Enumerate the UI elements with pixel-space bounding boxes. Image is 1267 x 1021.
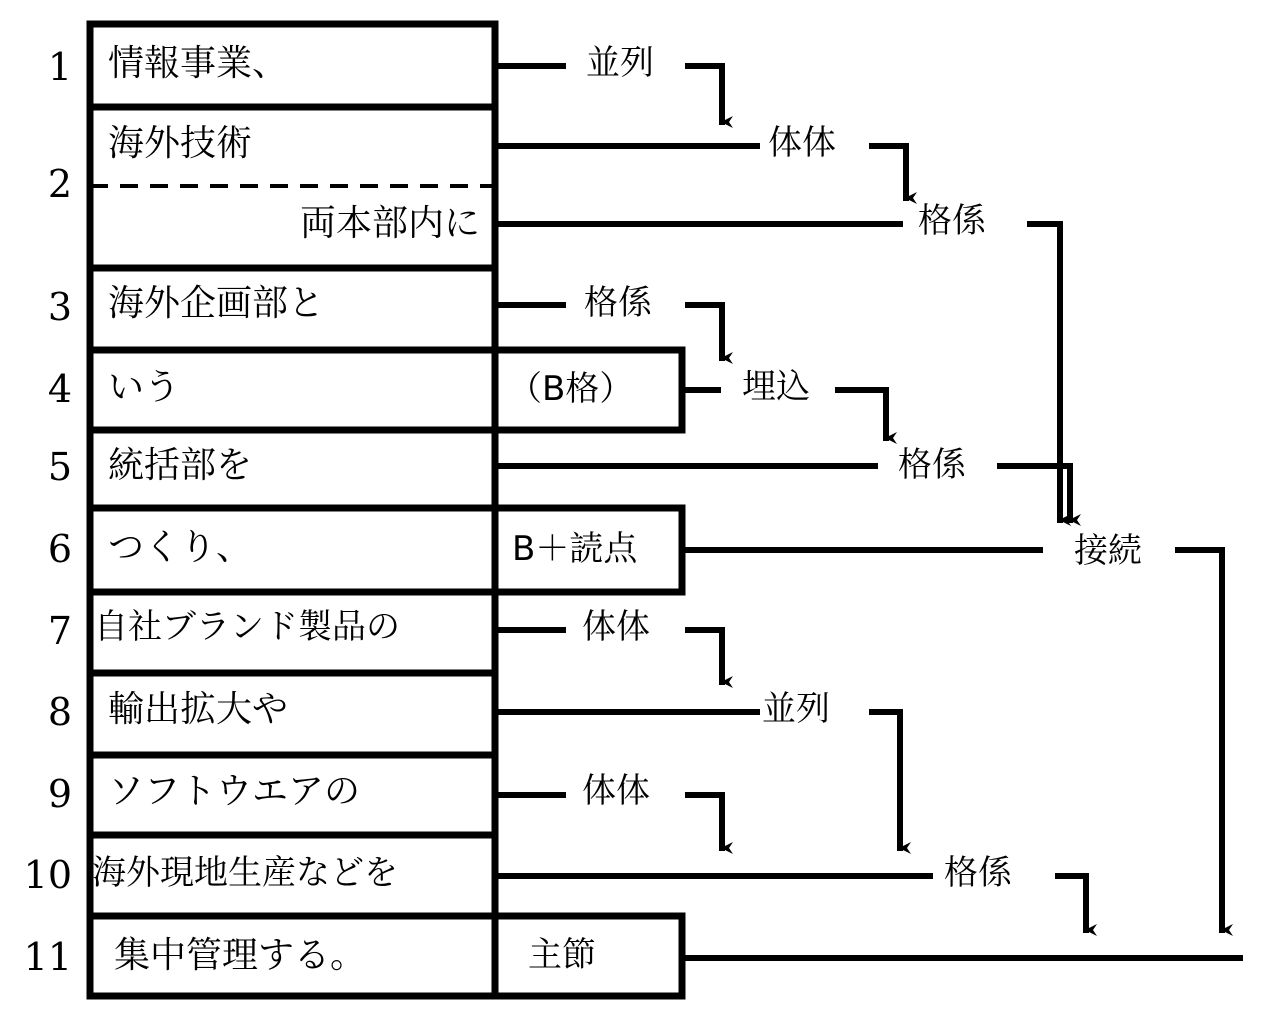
tag-boxes [495, 350, 682, 996]
clause-text: 海外企画部と [108, 283, 325, 324]
link-label-heiretsu-1: 並列 [586, 43, 654, 83]
row-number: 10 [23, 853, 72, 897]
clause-text: 海外現地生産などを [92, 853, 398, 893]
link-7-elbow [688, 630, 722, 682]
row-number: 6 [47, 527, 72, 571]
tag-label-b-touten: B＋読点 [512, 529, 638, 569]
row-number: 9 [47, 772, 72, 816]
clause-text: いう [108, 367, 181, 408]
link-heiretsu2-down [872, 712, 900, 848]
link-label-kakukei-3: 格係 [898, 445, 966, 485]
link-setsuzoku-down [1178, 550, 1222, 930]
link-label-taitai-2: 体体 [582, 607, 650, 647]
clause-text: ソフトウエアの [108, 771, 361, 812]
tag-label-b-kaku: （B格） [508, 369, 634, 409]
dependency-links [495, 66, 1240, 958]
link-label-kakukei-4: 格係 [944, 853, 1012, 893]
link-label-heiretsu-2: 並列 [762, 689, 830, 729]
link-2-elbow [872, 146, 906, 198]
link-kakukei1-down [1030, 224, 1060, 520]
link-4-elbow [688, 305, 722, 358]
clause-text: 情報事業、 [108, 43, 289, 84]
row-number: 7 [47, 609, 72, 653]
clause-text: 海外技術 [108, 123, 253, 164]
row-number: 8 [47, 690, 72, 734]
row-number: 2 [47, 162, 72, 206]
row-number: 3 [47, 285, 72, 329]
clause-table-outline [90, 24, 495, 996]
clause-text: つくり、 [108, 527, 253, 568]
row-number: 5 [47, 445, 72, 489]
link-label-setsuzoku: 接続 [1074, 531, 1142, 571]
clause-text: 両本部内に [299, 203, 480, 244]
tag-label-shusetsu: 主節 [528, 935, 596, 975]
clause-text: 自社ブランド製品の [94, 607, 400, 647]
link-1-elbow [688, 66, 722, 122]
row-number: 1 [47, 45, 72, 89]
clause-text: 集中管理する。 [114, 935, 367, 976]
link-label-kakukei-2: 格係 [584, 283, 652, 323]
row-number: 11 [23, 935, 72, 979]
link-label-kakukei-1: 格係 [918, 201, 986, 241]
link-label-taitai-1: 体体 [768, 123, 836, 163]
link-label-taitai-3: 体体 [582, 771, 650, 811]
link-9-elbow [688, 795, 722, 848]
link-umekomi-elbow [838, 390, 886, 438]
clause-text: 統括部を [108, 445, 253, 486]
clause-text: 輸出拡大や [108, 689, 289, 730]
link-kakukei4-elbow [1058, 876, 1086, 930]
link-label-umekomi: 埋込 [742, 367, 810, 407]
row-number: 4 [47, 367, 72, 411]
